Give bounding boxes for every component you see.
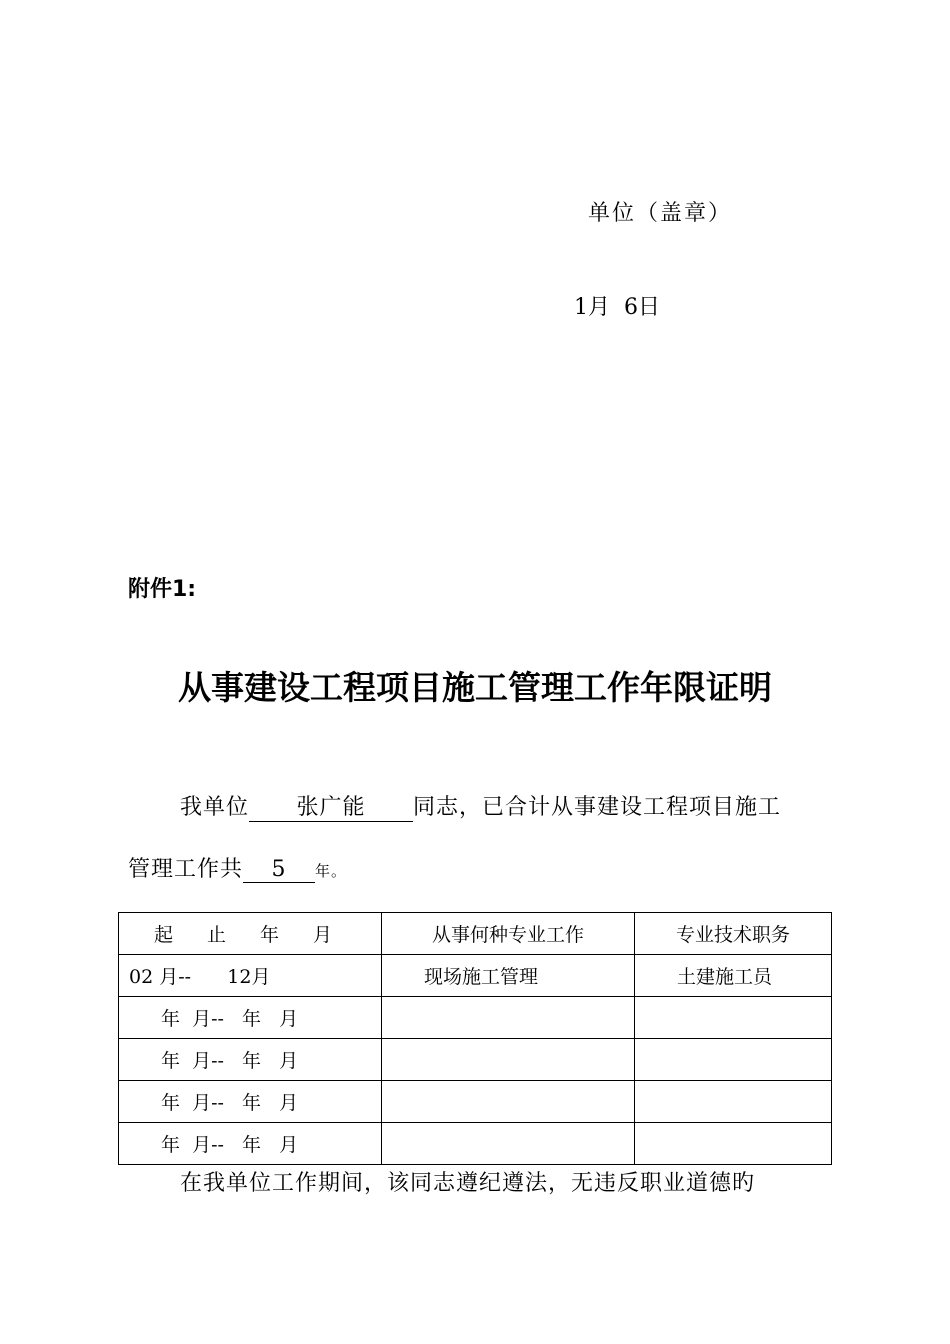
header-period: 起 止 年 月: [119, 913, 382, 955]
cell-title: [635, 997, 832, 1039]
table-row: [119, 1081, 832, 1123]
para1-suffix: 同志，已合计从事建设工程项目施工: [413, 795, 782, 820]
table-header-row: [119, 913, 832, 955]
cell-period: 02 月-- 12月: [119, 955, 382, 997]
cell-title: [635, 1039, 832, 1081]
years-field: 5: [243, 857, 315, 883]
cell-title: 土建施工员: [635, 955, 832, 997]
document-title: 从事建设工程项目施工管理工作年限证明: [178, 668, 772, 707]
cell-period: 年 月-- 年 月: [119, 1081, 382, 1123]
name-field: 张广能: [249, 790, 413, 822]
cell-work: 现场施工管理: [382, 955, 635, 997]
table-row: [119, 1123, 832, 1165]
seal-line: 单位（盖章）: [588, 201, 733, 226]
para2-prefix: 管理工作共: [128, 857, 244, 882]
cell-work: [382, 1039, 635, 1081]
annex-label: 附件1:: [128, 577, 197, 602]
cell-title: [635, 1123, 832, 1165]
cell-work: [382, 997, 635, 1039]
cell-period: 年 月-- 年 月: [119, 1039, 382, 1081]
table-row: [119, 997, 832, 1039]
paragraph-3: 在我单位工作期间，该同志遵纪遵法，无违反职业道德旳: [180, 1171, 756, 1196]
header-title: 专业技术职务: [635, 913, 832, 955]
para1-prefix: 我单位: [180, 795, 250, 820]
date-day: 6日: [624, 295, 660, 320]
paragraph-2: [128, 852, 347, 883]
date-line: [574, 290, 660, 321]
header-work: 从事何种专业工作: [382, 913, 635, 955]
cell-title: [635, 1081, 832, 1123]
para2-suffix: 年。: [315, 862, 348, 880]
cell-period: 年 月-- 年 月: [119, 1123, 382, 1165]
cell-work: [382, 1123, 635, 1165]
cell-work: [382, 1081, 635, 1123]
cell-period: 年 月-- 年 月: [119, 997, 382, 1039]
table-row: [119, 955, 832, 997]
work-record-table: [118, 912, 832, 1165]
table-row: [119, 1039, 832, 1081]
date-month: 1月: [574, 295, 610, 320]
paragraph-1: [180, 790, 781, 822]
